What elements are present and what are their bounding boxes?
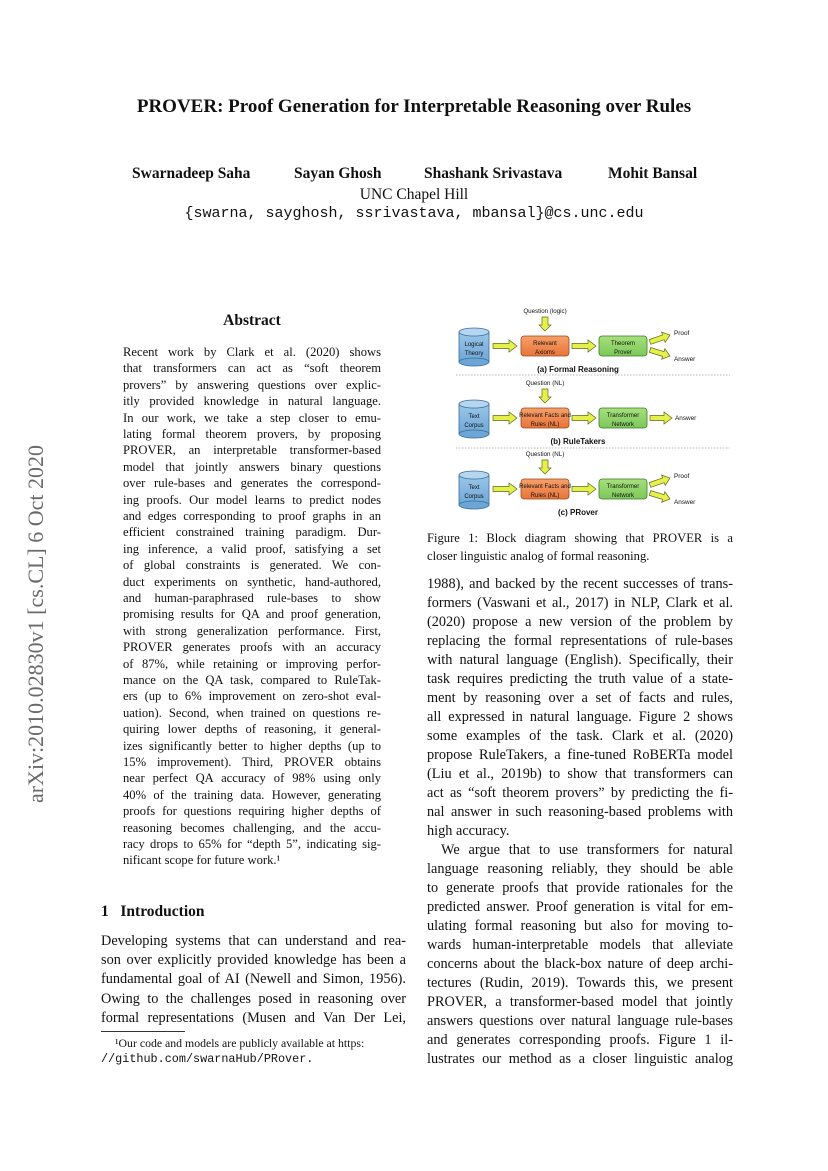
input-arrow <box>493 483 517 495</box>
database-label: Text <box>468 414 480 420</box>
text-line: promising results for QA and proof generation, <box>123 607 381 622</box>
footnote-url: //github.com/swarnaHub/PRover. <box>101 1052 314 1066</box>
text-line: that transformers can act as “soft theorem <box>123 361 381 376</box>
question-label: Question (NL) <box>525 451 565 458</box>
text-line: proofs for questions requiring higher depths of <box>123 804 381 819</box>
middle-arrow <box>572 412 596 424</box>
text-line: provers” by answering questions over explic- <box>123 377 381 392</box>
input-arrow <box>493 412 517 424</box>
text-line: racy drops to 65% for “depth 5”, indicating sig- <box>123 837 381 851</box>
footnote-line: ¹Our code and models are publicly available at https: <box>115 1036 365 1050</box>
answer-arrow-shape <box>648 345 671 362</box>
author-name: Sayan Ghosh <box>294 165 382 182</box>
text-line: Recent work by Clark et al. (2020) shows <box>123 345 381 359</box>
text-line: Owing to the challenges posed in reasoning over <box>101 990 406 1007</box>
database-top <box>459 471 489 479</box>
model-box-label: Theorem <box>610 341 636 347</box>
text-line: PROVER, a transformer-based model that jointly <box>427 994 733 1010</box>
text-line: near perfect QA accuracy of 98% using only <box>123 771 381 786</box>
input-arrow <box>493 340 517 352</box>
question-arrow <box>539 389 551 403</box>
author-name: Mohit Bansal <box>608 165 698 182</box>
text-line: concerns about the black-box nature of deep archi- <box>427 956 733 972</box>
text-line: lustrates our method as a closer linguistic analog <box>427 1051 733 1067</box>
model-box-label: Prover <box>614 350 632 356</box>
model-box-label: Network <box>611 422 635 428</box>
text-line: answers questions over natural language rule-bases <box>427 1013 733 1029</box>
text-line: quiring lower depths of reasoning, it general- <box>123 722 381 737</box>
text-line: tectures (Rudin, 2019). Towards this, we present <box>427 975 733 991</box>
text-line: with strong generalization performance. First, <box>123 623 381 638</box>
question-arrow <box>539 317 551 331</box>
author-name: Shashank Srivastava <box>424 165 563 182</box>
paper-title: PROVER: Proof Generation for Interpretable Reasoning over Rules <box>136 96 692 117</box>
text-line: replacing the formal representations of rule-bases <box>427 633 733 649</box>
text-line: some examples of the task. Clark et al. (2020) <box>427 728 733 744</box>
text-line: formal representations (Musen and Van Der Lei, <box>101 1009 406 1026</box>
text-line: and edges corresponding to proof graphs in an <box>123 509 381 523</box>
text-line: We argue that to use transformers for natural <box>441 842 733 858</box>
section-heading-introduction: 1 Introduction <box>101 903 205 920</box>
database-bottom <box>459 430 489 438</box>
text-line: act as “soft theorem provers” by predicting the fi- <box>427 785 733 801</box>
text-line: PROVER, an interpretable transformer-based <box>123 443 381 458</box>
text-line: high accuracy. <box>427 823 510 839</box>
footnote-rule <box>101 1031 185 1032</box>
arxiv-stamp: arXiv:2010.02830v1 [cs.CL] 6 Oct 2020 <box>23 444 48 804</box>
text-line: and generates corresponding proofs. Figure 1 il- <box>427 1032 733 1048</box>
model-box-label: Transformer <box>606 484 640 490</box>
text-line: izes significantly better to higher depths (up to <box>123 738 381 753</box>
output-label: Proof <box>674 330 690 337</box>
relevant-box-label: Relevant <box>533 341 557 347</box>
text-line: ers (up to 6% improvement on zero-shot eval- <box>123 689 381 704</box>
proof-arrow-shape <box>648 330 672 347</box>
text-line: over rule-bases and generates the correspond- <box>123 476 381 491</box>
database-label: Logical <box>464 342 484 348</box>
text-line: lating formal theorem provers, by proposing <box>123 427 381 441</box>
text-line: of 87%, while retaining or improving perfor- <box>123 656 381 671</box>
caption-line: Figure 1: Block diagram showing that PROVER is a <box>427 531 733 545</box>
relevant-box-label: Rules (NL) <box>530 493 560 499</box>
text-line: itly provided knowledge in natural language. <box>123 394 381 409</box>
panel-caption: (a) Formal Reasoning <box>537 365 619 374</box>
author-emails: {swarna, sayghosh, ssrivastava, mbansal}@cs.unc.edu <box>184 205 644 222</box>
text-line: nal answer in such reasoning-based problems with <box>427 804 733 820</box>
text-line: with natural language (English). Specifically, their <box>427 652 733 668</box>
text-line: duct experiments on synthetic, hand-authored, <box>123 574 381 589</box>
text-line: mance on the QA task, compared to RuleTak- <box>123 673 381 687</box>
affiliation: UNC Chapel Hill <box>359 186 469 203</box>
database-label: Theory <box>464 351 484 357</box>
text-line: ulating formal reasoning but also for moving to- <box>427 918 733 934</box>
text-line: formers (Vaswani et al., 2017) in NLP, Clark et al. <box>427 595 733 611</box>
middle-arrow <box>572 483 596 495</box>
text-line: 40% of the training data. However, generating <box>123 787 381 802</box>
relevant-box-label: Rules (NL) <box>530 422 560 428</box>
text-line: propose RuleTakers, a fine-tuned RoBERTa model <box>427 747 733 763</box>
text-line: (2020) propose a new version of the problem by <box>427 614 733 630</box>
database-top <box>459 400 489 408</box>
proof-arrow-shape <box>648 473 672 490</box>
output-label: Answer <box>674 499 696 506</box>
text-line: and human-paraphrased rule-bases to show <box>123 591 381 605</box>
database-top <box>459 328 489 336</box>
text-line: language reasoning reliably, they should be able <box>427 861 733 877</box>
caption-line: closer linguistic analog of formal reasoning. <box>427 549 650 563</box>
output-label: Answer <box>674 356 696 363</box>
proof-arrow <box>648 330 672 347</box>
question-label: Question (NL) <box>525 380 565 387</box>
relevant-box-label: Relevant Facts and <box>519 484 571 490</box>
question-arrow <box>539 460 551 474</box>
author-name: Swarnadeep Saha <box>132 165 251 182</box>
answer-arrow <box>648 488 671 505</box>
answer-arrow <box>648 345 671 362</box>
text-line: ing proofs. Our model learns to predict nodes <box>123 492 381 507</box>
question-label: Question (logic) <box>523 308 567 315</box>
text-line: nificant scope for future work.¹ <box>123 853 281 868</box>
proof-arrow <box>648 473 672 490</box>
database-label: Text <box>468 485 480 491</box>
database-label: Corpus <box>464 494 484 500</box>
output-label: Proof <box>674 473 690 480</box>
panel-caption: (c) PRover <box>557 508 599 517</box>
text-line: ment by reasoning over a set of facts and rules, <box>427 690 733 706</box>
answer-arrow <box>650 412 672 424</box>
text-line: ing inference, a valid proof, satisfying a set <box>123 541 381 556</box>
text-line: task requires predicting the truth value of a state- <box>427 671 733 687</box>
text-line: all expressed in natural language. Figure 2 shows <box>427 709 733 725</box>
text-line: PROVER generates proofs with an accuracy <box>123 640 381 655</box>
abstract-heading: Abstract <box>223 312 281 329</box>
text-line: to generate proofs that provide rationales for the <box>427 880 733 896</box>
block-diagram <box>448 307 733 519</box>
text-line: reasoning becomes challenging, and the accu- <box>123 820 381 835</box>
text-line: Developing systems that can understand and rea- <box>101 933 406 949</box>
panel-caption: (b) RuleTakers <box>550 437 606 446</box>
text-line: (Liu et al., 2019b) to show that transformers can <box>427 766 733 782</box>
text-line: fundamental goal of AI (Newell and Simon, 1956). <box>101 971 406 988</box>
text-line: son over explicitly provided knowledge has been a <box>101 952 406 969</box>
text-line: uation). Second, when trained on questions re- <box>123 705 381 720</box>
database-bottom <box>459 501 489 509</box>
relevant-box-label: Relevant Facts and <box>519 413 571 419</box>
text-line: of global constraints is generated. We con- <box>123 558 381 573</box>
output-label: Answer <box>675 415 697 422</box>
text-line: predicted answer. Proof generation is vital for em- <box>427 899 733 915</box>
text-line: 1988), and backed by the recent successes of trans- <box>427 576 733 592</box>
text-line: 15% improvement). Third, PROVER obtains <box>123 755 381 769</box>
middle-arrow <box>572 340 596 352</box>
text-line: wards human-interpretable models that alleviate <box>427 937 733 953</box>
database-label: Corpus <box>464 423 484 429</box>
text-line: model that jointly answers binary questions <box>123 459 381 474</box>
database-bottom <box>459 358 489 366</box>
answer-arrow-shape <box>648 488 671 505</box>
text-line: In our work, we take a step closer to emu- <box>123 410 381 425</box>
model-box-label: Transformer <box>606 413 640 419</box>
figure-1 <box>448 307 733 519</box>
text-line: efficient constrained training paradigm. Dur- <box>123 525 381 540</box>
model-box-label: Network <box>611 493 635 499</box>
relevant-box-label: Axioms <box>535 350 555 356</box>
